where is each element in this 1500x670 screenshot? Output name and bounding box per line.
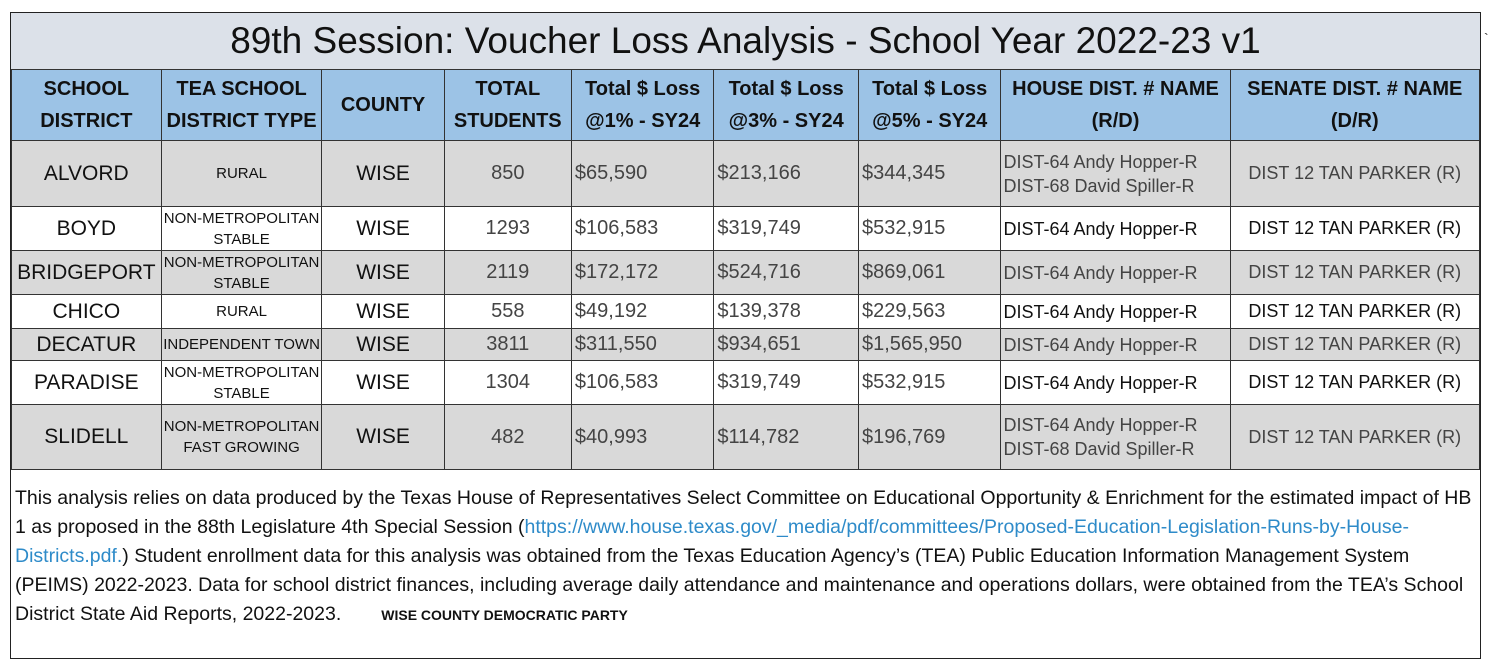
footnote <box>15 484 1477 630</box>
senate-district: DIST 12 TAN PARKER (R) <box>1230 361 1479 405</box>
total-students: 850 <box>444 141 571 207</box>
header-senate-district: SENATE DIST. # NAME (D/R) <box>1230 70 1479 141</box>
table-row <box>12 251 1480 295</box>
table-row <box>12 141 1480 207</box>
total-students: 1293 <box>444 207 571 251</box>
loss-5pct: $196,769 <box>858 405 1001 470</box>
loss-3pct: $319,749 <box>714 361 859 405</box>
loss-3pct: $213,166 <box>714 141 859 207</box>
loss-5pct: $869,061 <box>858 251 1001 295</box>
table-row <box>12 405 1480 470</box>
house-line: DIST-64 Andy Hopper-R <box>1003 334 1198 355</box>
loss-5pct: $532,915 <box>858 207 1001 251</box>
house-line: DIST-64 Andy Hopper-R <box>1003 372 1198 393</box>
house-district <box>1001 329 1230 361</box>
senate-district: DIST 12 TAN PARKER (R) <box>1230 141 1479 207</box>
house-line: DIST-68 David Spiller-R <box>1003 439 1195 459</box>
source-link[interactable]: https://www.house.texas.gov/_media/pdf/committees/Proposed-Education-Legislation-Runs-by-House-Districts.pdf. <box>15 516 1409 567</box>
county: WISE <box>322 141 444 207</box>
table-row <box>12 361 1480 405</box>
loss-1pct: $311,550 <box>571 329 714 361</box>
table-row <box>12 207 1480 251</box>
loss-3pct: $139,378 <box>714 295 859 329</box>
county: WISE <box>322 295 444 329</box>
senate-district: DIST 12 TAN PARKER (R) <box>1230 207 1479 251</box>
house-line: DIST-68 David Spiller-R <box>1003 175 1195 196</box>
senate-district: DIST 12 TAN PARKER (R) <box>1230 251 1479 295</box>
header-house-district: HOUSE DIST. # NAME (R/D) <box>1001 70 1230 141</box>
house-line: DIST-64 Andy Hopper-R <box>1003 218 1198 239</box>
header-county: COUNTY <box>322 70 444 141</box>
senate-district: DIST 12 TAN PARKER (R) <box>1230 329 1479 361</box>
county: WISE <box>322 361 444 405</box>
house-line: DIST-64 Andy Hopper-R <box>1003 262 1198 283</box>
report-frame <box>10 12 1481 659</box>
loss-3pct: $319,749 <box>714 207 859 251</box>
county: WISE <box>322 251 444 295</box>
total-students: 558 <box>444 295 571 329</box>
voucher-loss-table <box>11 69 1480 470</box>
header-school-district: SCHOOL DISTRICT <box>12 70 162 141</box>
district-name: ALVORD <box>12 141 162 207</box>
district-name: BOYD <box>12 207 162 251</box>
district-type: NON-METROPOLITAN STABLE <box>161 207 322 251</box>
district-name: CHICO <box>12 295 162 329</box>
table-row <box>12 329 1480 361</box>
loss-5pct: $344,345 <box>858 141 1001 207</box>
house-district <box>1001 295 1230 329</box>
total-students: 2119 <box>444 251 571 295</box>
loss-1pct: $65,590 <box>571 141 714 207</box>
house-district <box>1001 141 1230 207</box>
party-credit: WISE COUNTY DEMOCRATIC PARTY <box>381 607 628 623</box>
total-students: 3811 <box>444 329 571 361</box>
footnote-text: This analysis relies on data produced by the Texas House of Representatives Select Committee on Educational Opportunity & Enrichment for the estimated impact of HB 1 as proposed in the 88th Legislature 4th Special Session ( <box>15 487 1472 538</box>
house-line: DIST-64 Andy Hopper-R <box>1003 301 1198 322</box>
district-name: BRIDGEPORT <box>12 251 162 295</box>
total-students: 1304 <box>444 361 571 405</box>
header-total-students: TOTAL STUDENTS <box>444 70 571 141</box>
loss-5pct: $229,563 <box>858 295 1001 329</box>
header-district-type: TEA SCHOOL DISTRICT TYPE <box>161 70 322 141</box>
district-type: INDEPENDENT TOWN <box>161 329 322 361</box>
header-row <box>12 70 1480 141</box>
district-type: RURAL <box>161 141 322 207</box>
header-loss-5pct: Total $ Loss @5% - SY24 <box>858 70 1001 141</box>
loss-1pct: $40,993 <box>571 405 714 470</box>
loss-3pct: $934,651 <box>714 329 859 361</box>
loss-1pct: $106,583 <box>571 361 714 405</box>
loss-1pct: $172,172 <box>571 251 714 295</box>
total-students: 482 <box>444 405 571 470</box>
footnote-text-after: ) Student enrollment data for this analysis was obtained from the Texas Education Agency’s (TEA) Public Education Information Management System (PEIMS) 2022-2023. Data for school district finances, including average daily attendance and maintenance and operations dollars, were obtained from the TEA’s School District State Aid Reports, 2022-2023. <box>15 545 1464 625</box>
district-type: RURAL <box>161 295 322 329</box>
county: WISE <box>322 329 444 361</box>
district-type: NON-METROPOLITAN STABLE <box>161 361 322 405</box>
district-name: SLIDELL <box>12 405 162 470</box>
district-type: NON-METROPOLITAN STABLE <box>161 251 322 295</box>
loss-1pct: $106,583 <box>571 207 714 251</box>
house-district <box>1001 405 1230 470</box>
table-row <box>12 295 1480 329</box>
header-loss-1pct: Total $ Loss @1% - SY24 <box>571 70 714 141</box>
senate-district: DIST 12 TAN PARKER (R) <box>1230 405 1479 470</box>
table-body <box>12 141 1480 470</box>
house-district <box>1001 251 1230 295</box>
house-district <box>1001 207 1230 251</box>
county: WISE <box>322 207 444 251</box>
loss-5pct: $532,915 <box>858 361 1001 405</box>
district-name: PARADISE <box>12 361 162 405</box>
house-line: DIST-64 Andy Hopper-R <box>1003 151 1198 172</box>
senate-district: DIST 12 TAN PARKER (R) <box>1230 295 1479 329</box>
loss-1pct: $49,192 <box>571 295 714 329</box>
corner-mark: ` <box>1484 30 1489 46</box>
house-line: DIST-64 Andy Hopper-R <box>1003 415 1198 435</box>
district-name: DECATUR <box>12 329 162 361</box>
county: WISE <box>322 405 444 470</box>
header-loss-3pct: Total $ Loss @3% - SY24 <box>714 70 859 141</box>
district-type: NON-METROPOLITAN FAST GROWING <box>161 405 322 470</box>
house-district <box>1001 361 1230 405</box>
loss-3pct: $114,782 <box>714 405 859 470</box>
loss-3pct: $524,716 <box>714 251 859 295</box>
loss-5pct: $1,565,950 <box>858 329 1001 361</box>
report-title: 89th Session: Voucher Loss Analysis - School Year 2022-23 v1 <box>11 13 1480 70</box>
